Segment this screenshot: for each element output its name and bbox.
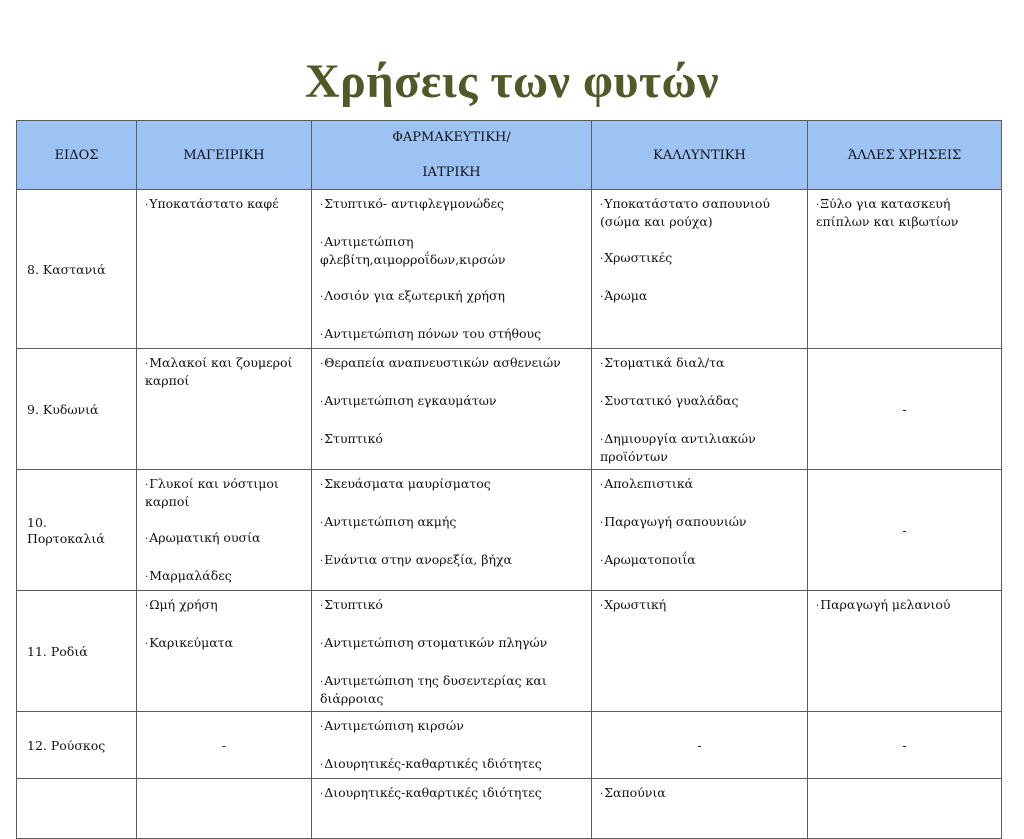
slide-title: Χρήσεις των φυτών — [304, 55, 720, 108]
list-item: · Αντιμετώπιση στοματικών πληγών — [320, 635, 583, 653]
list-item: · Θεραπεία αναπνευστικών ασθενειών — [320, 355, 583, 373]
list-item: · Αντιμετώπιση φλεβίτη,αιμορροΐδων,κιρσών — [320, 234, 583, 268]
list-item: · Διουρητικές-καθαρτικές ιδιότητες — [320, 756, 583, 774]
header-cooking: ΜΑΓΕΙΡΙΚΗ — [137, 121, 312, 190]
cosmetic-cell — [592, 349, 808, 470]
list-item: · Χρωστική — [600, 597, 799, 615]
cooking-cell-empty: - — [137, 712, 312, 779]
row-name: 11. Ροδιά — [17, 591, 137, 712]
cooking-cell — [137, 470, 312, 591]
header-cosmetic: ΚΑΛΛΥΝΤΙΚΗ — [592, 121, 808, 190]
pharma-cell — [312, 591, 592, 712]
cosmetic-cell — [592, 470, 808, 591]
row-name: 10. Πορτοκαλιά — [17, 470, 137, 591]
list-item: · Αρωματοποιΐα — [600, 552, 799, 570]
list-item: · Αντιμετώπιση πόνων του στήθους — [320, 326, 583, 344]
list-item: · Καρικεύματα — [145, 635, 303, 653]
table-row — [17, 591, 1002, 712]
list-item: · Αντιμετώπιση κιρσών — [320, 718, 583, 736]
row-name — [17, 779, 137, 839]
row-name: 12. Ρούσκος — [17, 712, 137, 779]
list-item: · Άρωμα — [600, 288, 799, 306]
other-cell-empty: - — [808, 712, 1002, 779]
list-item: · Χρωστικές — [600, 250, 799, 268]
row-name: 9. Κυδωνιά — [17, 349, 137, 470]
list-item: · Στυπτικό- αντιφλεγμονώδες — [320, 196, 583, 214]
cooking-cell — [137, 779, 312, 839]
cooking-cell — [137, 349, 312, 470]
cosmetic-cell-empty: - — [592, 712, 808, 779]
header-pharma — [312, 121, 592, 190]
plant-uses-table — [16, 120, 1002, 839]
row-name: 8. Καστανιά — [17, 190, 137, 349]
list-item: · Ξύλο για κατασκευή επίπλων και κιβωτίων — [816, 196, 993, 230]
list-item: · Συστατικό γυαλάδας — [600, 393, 799, 411]
other-cell-empty: - — [808, 470, 1002, 591]
other-cell — [808, 779, 1002, 839]
other-cell — [808, 190, 1002, 349]
list-item: · Διουρητικές-καθαρτικές ιδιότητες — [320, 785, 583, 803]
table-row — [17, 712, 1002, 779]
pharma-cell — [312, 470, 592, 591]
table-header-row — [17, 121, 1002, 190]
table-row-partial — [17, 779, 1002, 839]
table-row — [17, 349, 1002, 470]
cooking-cell — [137, 591, 312, 712]
list-item: · Υποκατάστατο σαπουνιού (σώμα και ρούχα) — [600, 196, 799, 230]
list-item: · Μαρμαλάδες — [145, 568, 303, 586]
other-cell — [808, 591, 1002, 712]
table-row — [17, 470, 1002, 591]
list-item: · Απολεπιστικά — [600, 476, 799, 494]
list-item: · Αντιμετώπιση ακμής — [320, 514, 583, 532]
table-row — [17, 190, 1002, 349]
pharma-cell — [312, 712, 592, 779]
header-pharma-line1: ΦΑΡΜΑΚΕΥΤΙΚΗ/ — [392, 130, 511, 145]
pharma-cell — [312, 349, 592, 470]
list-item: · Λοσιόν για εξωτερική χρήση — [320, 288, 583, 306]
list-item: · Στοματικά διαλ/τα — [600, 355, 799, 373]
other-cell-empty: - — [808, 349, 1002, 470]
list-item: · Αντιμετώπιση εγκαυμάτων — [320, 393, 583, 411]
cosmetic-cell — [592, 779, 808, 839]
cooking-cell — [137, 190, 312, 349]
list-item: · Στυπτικό — [320, 597, 583, 615]
cosmetic-cell — [592, 190, 808, 349]
list-item: · Παραγωγή μελανιού — [816, 597, 993, 615]
list-item: · Δημιουργία αντιλιακών προϊόντων — [600, 431, 799, 465]
list-item: · Στυπτικό — [320, 431, 583, 449]
list-item: · Σκευάσματα μαυρίσματος — [320, 476, 583, 494]
list-item: · Αντιμετώπιση της δυσεντερίας και διάρροιας — [320, 673, 583, 707]
header-other: ΆΛΛΕΣ ΧΡΗΣΕΙΣ — [808, 121, 1002, 190]
list-item: · Μαλακοί και ζουμεροί καρποί — [145, 355, 303, 389]
list-item: · Αρωματική ουσία — [145, 530, 303, 548]
pharma-cell — [312, 190, 592, 349]
list-item: · Ενάντια στην ανορεξία, βήχα — [320, 552, 583, 570]
cosmetic-cell — [592, 591, 808, 712]
header-pharma-line2: ΙΑΤΡΙΚΗ — [422, 165, 481, 180]
list-item: · Γλυκοί και νόστιμοι καρποί — [145, 476, 303, 510]
pharma-cell — [312, 779, 592, 839]
list-item: · Ωμή χρήση — [145, 597, 303, 615]
list-item: · Παραγωγή σαπουνιών — [600, 514, 799, 532]
list-item: · Υποκατάστατο καφέ — [145, 196, 303, 214]
header-species: ΕΙΔΟΣ — [17, 121, 137, 190]
list-item: · Σαπούνια — [600, 785, 799, 803]
